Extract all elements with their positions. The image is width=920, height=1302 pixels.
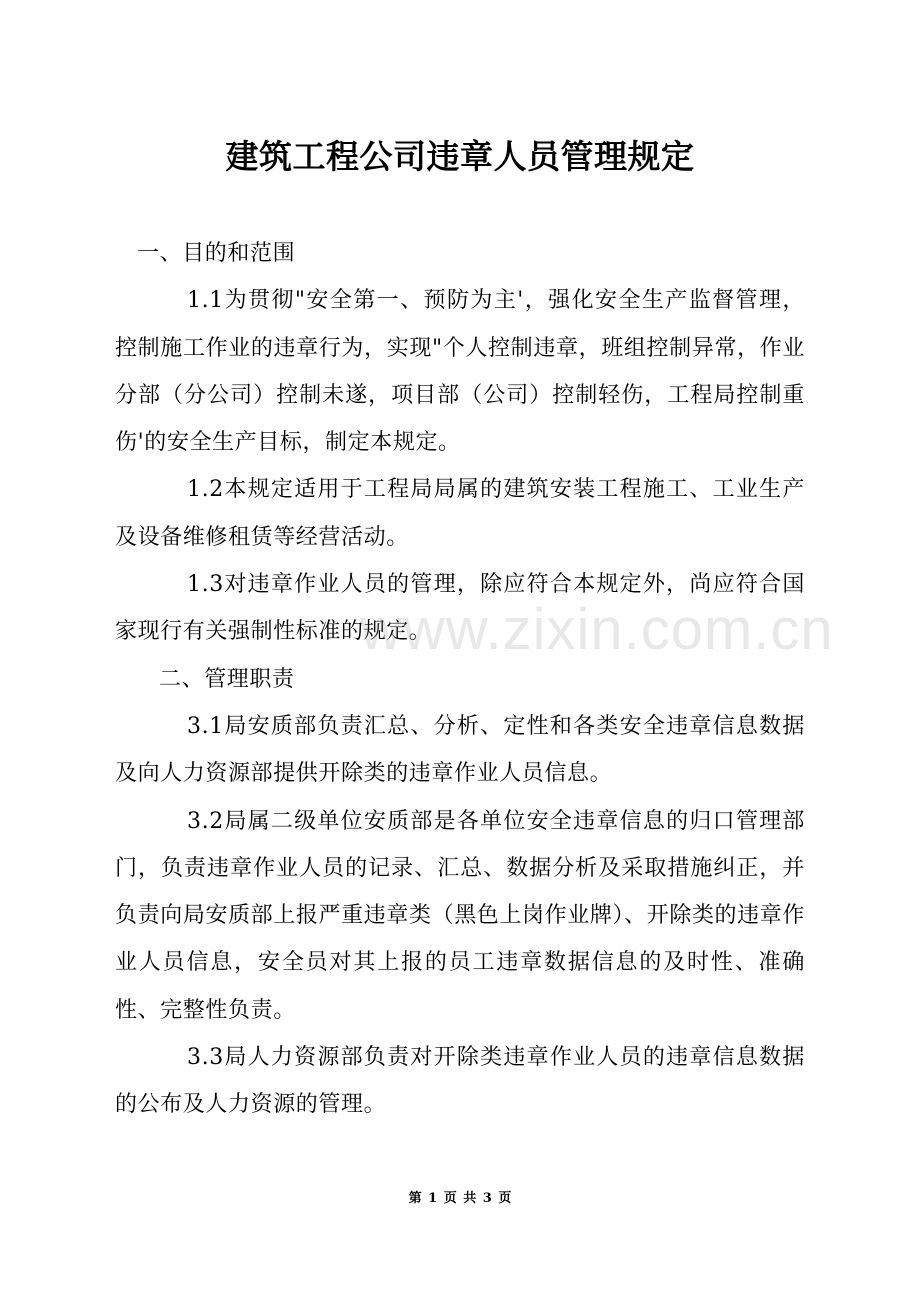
section-heading: 一、目的和范围 <box>137 241 296 266</box>
watermark: www.zixin.com.cn <box>360 597 834 662</box>
paragraph: 3.3局人力资源部负责对开除类违章作业人员的违章信息数据的公布及人力资源的管理。 <box>115 1045 805 1118</box>
paragraph: 3.1局安质部负责汇总、分析、定性和各类安全违章信息数据及向人力资源部提供开除类的违章作业人员信息。 <box>115 713 805 787</box>
document-body <box>115 230 805 1129</box>
document-title: 建筑工程公司违章人员管理规定 <box>225 137 695 176</box>
paragraph: 1.1为贯彻"安全第一、预防为主'，强化安全生产监督管理，控制施工作业的违章行为，实现"个人控制违章，班组控制异常，作业分部（分公司）控制未遂，项目部（公司）控制轻伤，工程局控制重伤'的安全生产目标，制定本规定。 <box>115 288 805 456</box>
paragraph: 1.2本规定适用于工程局局属的建筑安装工程施工、工业生产及设备维修租赁等经营活动。 <box>115 477 805 550</box>
paragraph: 3.2局属二级单位安质部是各单位安全违章信息的归口管理部门，负责违章作业人员的记录、汇总、数据分析及采取措施纠正，并负责向局安质部上报严重违章类（黑色上岗作业牌）、开除类的违章作业人员信息，安全员对其上报的员工违章数据信息的及时性、准确性、完整性负责。 <box>115 808 805 1023</box>
section-heading: 二、管理职责 <box>159 666 295 692</box>
paragraph: 1.3对违章作业人员的管理，除应符合本规定外，尚应符合国家现行有关强制性标准的规定。 <box>115 572 805 645</box>
page-number-footer: 第 1 页 共 3 页 <box>408 1191 512 1206</box>
